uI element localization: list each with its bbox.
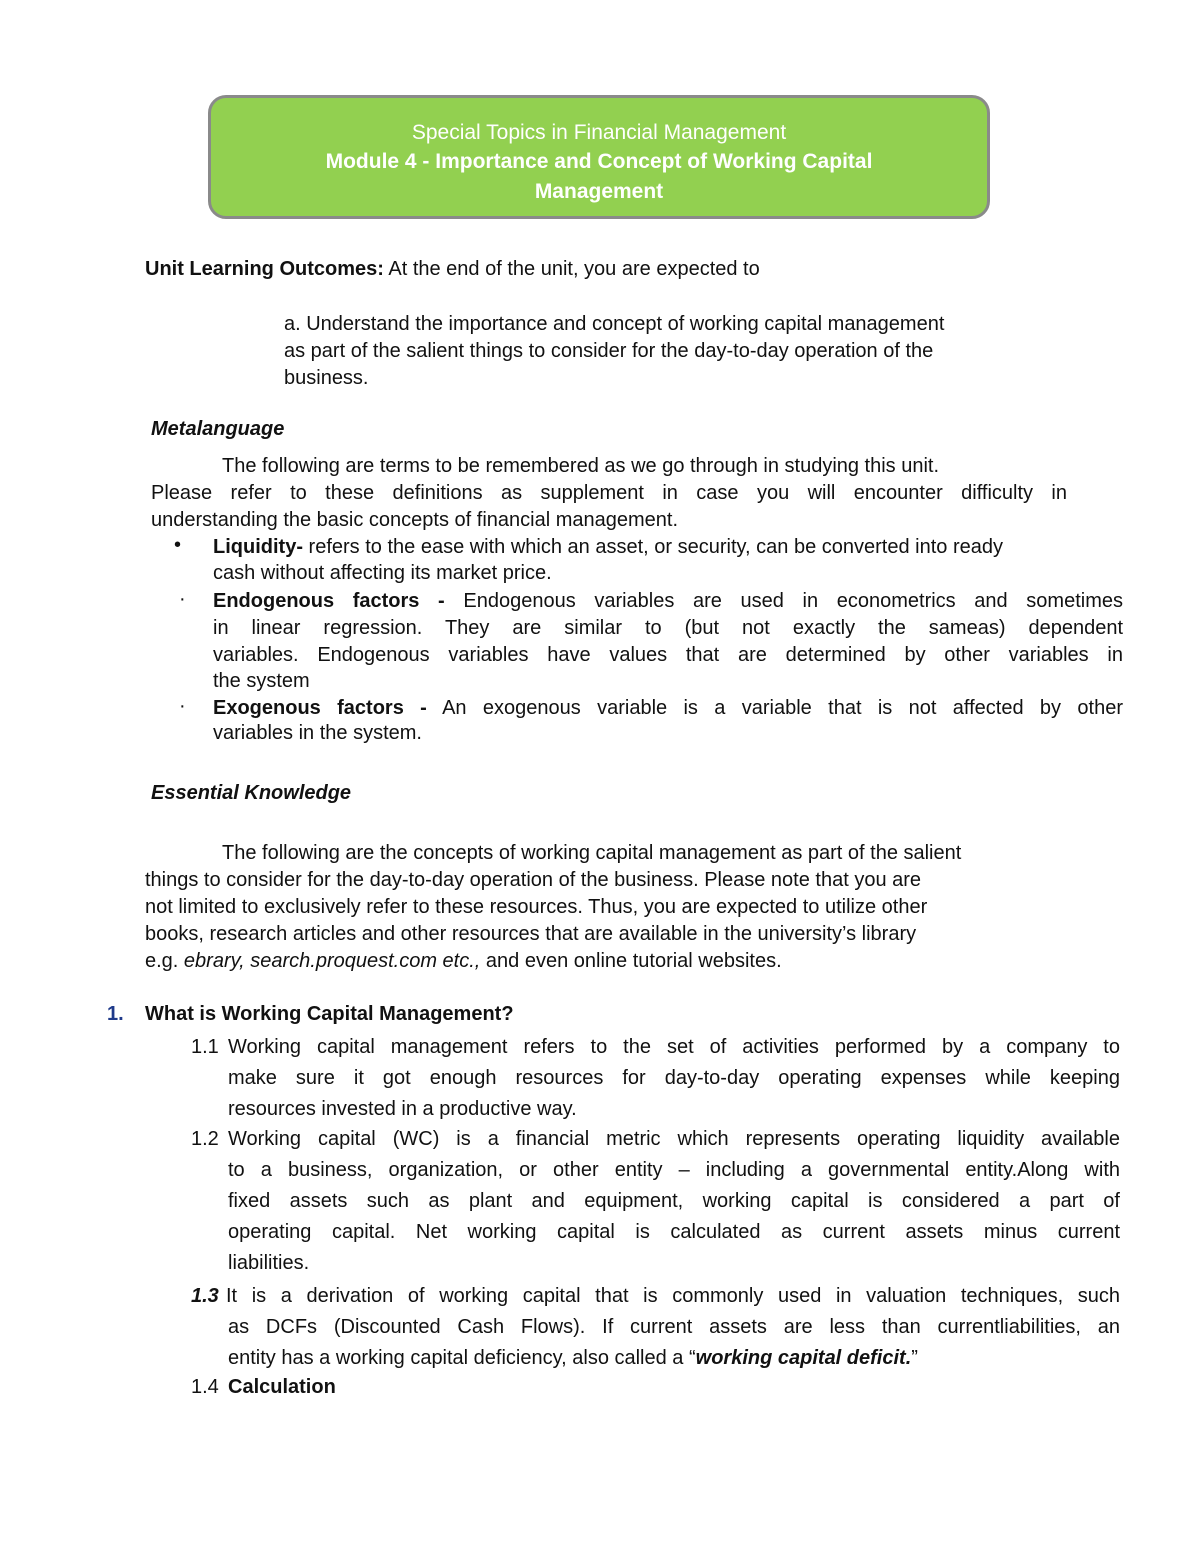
item-1-2-line5: liabilities. (228, 1252, 310, 1274)
term-endogenous-line2: in linear regression. They are similar to (but not exactly the sameas) dependent (213, 617, 1123, 639)
term-label: Endogenous factors - (213, 590, 445, 612)
item-number: 1.1 (191, 1036, 219, 1058)
item-1-2-line3: fixed assets such as plant and equipment, working capital is considered a part of (228, 1190, 1120, 1212)
outcome-a-line2: as part of the salient things to consider for the day-to-day operation of the (284, 340, 934, 362)
item-1-3-text: entity has a working capital deficiency, also called a “ (228, 1347, 696, 1369)
course-title: Special Topics in Financial Management (411, 121, 787, 144)
essential-tail: and even online tutorial websites. (480, 950, 782, 972)
essential-para-line5 (145, 948, 782, 975)
learning-outcomes-text: At the end of the unit, you are expected to (383, 258, 760, 280)
section-number: 1. (107, 1003, 124, 1025)
metalanguage-intro-line2: Please refer to these definitions as supplement in case you will encounter difficulty in (151, 482, 1067, 504)
closing-quote: ” (911, 1347, 918, 1369)
term-liquidity-line2: cash without affecting its market price. (213, 562, 552, 584)
item-1-2-line2: to a business, organization, or other entity – including a governmental entity.Along with (228, 1159, 1120, 1181)
item-1-3-line2: as DCFs (Discounted Cash Flows). If current assets are less than currentliabilities, an (228, 1316, 1120, 1338)
working-capital-deficit-term: working capital deficit. (695, 1347, 912, 1369)
metalanguage-heading: Metalanguage (151, 418, 285, 440)
item-number: 1.4 (191, 1376, 219, 1398)
outcome-a-line3: business. (284, 367, 369, 389)
term-exogenous (213, 695, 1123, 722)
item-1-3-line1: It is a derivation of working capital that is commonly used in valuation techniques, such (226, 1285, 1120, 1307)
term-definition: An exogenous variable is a variable that is not affected by other (426, 697, 1123, 719)
term-definition: refers to the ease with which an asset, or security, can be converted into ready (302, 536, 1003, 558)
essential-para-line1: The following are the concepts of working capital management as part of the salient (222, 842, 962, 864)
bullet-icon: · (179, 695, 186, 717)
term-exogenous-line2: variables in the system. (213, 722, 422, 744)
essential-para-line4: books, research articles and other resources that are available in the university’s library (145, 923, 917, 945)
item-1-2-line1: Working capital (WC) is a financial metric which represents operating liquidity available (228, 1128, 1120, 1150)
term-label: Liquidity- (213, 536, 303, 558)
bullet-icon: • (174, 534, 182, 556)
term-endogenous (213, 588, 1123, 615)
module-title-line2: Management (534, 180, 664, 203)
item-1-2-line4: operating capital. Net working capital is calculated as current assets minus current (228, 1221, 1120, 1243)
term-endogenous-line4: the system (213, 670, 310, 692)
section-title: What is Working Capital Management? (145, 1003, 514, 1025)
item-number: 1.3 (191, 1285, 219, 1307)
item-1-1-line3: resources invested in a productive way. (228, 1098, 577, 1120)
resource-examples: ebrary, search.proquest.com etc., (183, 950, 481, 972)
metalanguage-intro-line3: understanding the basic concepts of financial management. (151, 509, 679, 531)
essential-para-line2: things to consider for the day-to-day operation of the business. Please note that you are (145, 869, 922, 891)
term-label: Exogenous factors - (213, 697, 427, 719)
module-title-line1: Module 4 - Importance and Concept of Working Capital (325, 150, 873, 173)
metalanguage-intro-line1: The following are terms to be remembered as we go through in studying this unit. (222, 455, 940, 477)
essential-para-line3: not limited to exclusively refer to these resources. Thus, you are expected to utilize other (145, 896, 928, 918)
item-1-1-line2: make sure it got enough resources for day-to-day operating expenses while keeping (228, 1067, 1120, 1089)
module-title-banner (208, 95, 990, 219)
essential-knowledge-heading: Essential Knowledge (151, 782, 352, 804)
term-definition: Endogenous variables are used in econometrics and sometimes (444, 590, 1123, 612)
bullet-icon: · (179, 588, 186, 610)
item-number: 1.2 (191, 1128, 219, 1150)
essential-eg: e.g. (145, 950, 184, 972)
item-1-4-title: Calculation (228, 1376, 336, 1398)
item-1-3-line3 (228, 1345, 918, 1372)
outcome-a-line1: a. Understand the importance and concept of working capital management (284, 313, 945, 335)
term-endogenous-line3: variables. Endogenous variables have values that are determined by other variables in (213, 644, 1123, 666)
learning-outcomes-label: Unit Learning Outcomes: (145, 258, 384, 280)
item-1-1-line1: Working capital management refers to the set of activities performed by a company to (228, 1036, 1120, 1058)
term-liquidity (213, 534, 1003, 561)
learning-outcomes-intro (145, 256, 760, 283)
